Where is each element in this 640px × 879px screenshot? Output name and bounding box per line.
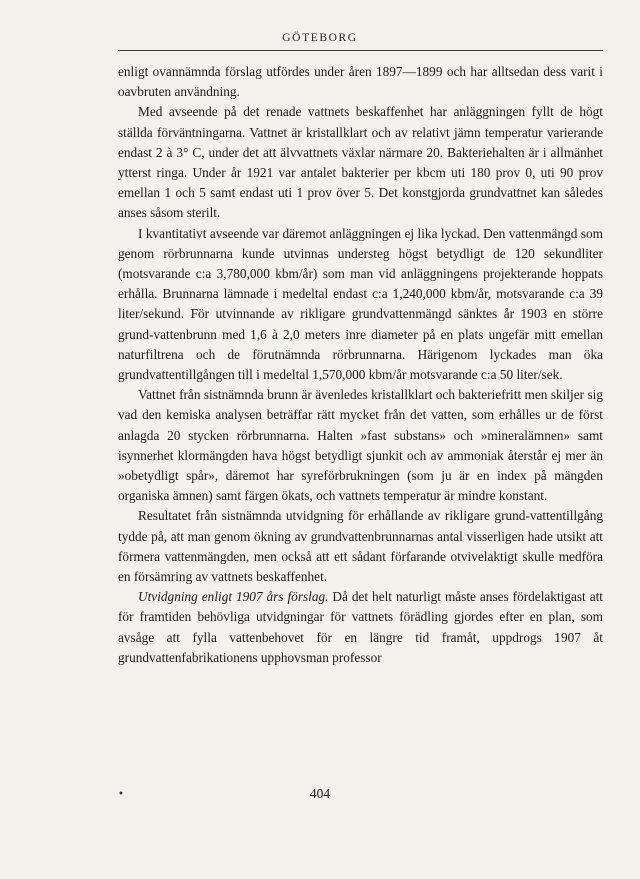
paragraph-6 (118, 587, 603, 668)
paragraph-6-text: Då det helt naturligt måste anses fördelaktigast att för framtiden behövliga utvidgningar för vattnets förädling gjordes efter en plan, som avsåge att fylla vattenbehovet för en längre tid framåt, uppdrogs 1907 åt grundvattenfabrikationens upphovsman professor (118, 589, 603, 665)
page-number: 404 (309, 786, 331, 801)
margin-mark: • (118, 789, 124, 800)
header-rule (118, 50, 603, 51)
paragraph-4: Vattnet från sistnämnda brunn är ävenledes kristallklart och bakteriefritt men skiljer sig vad den kemiska analysen beträffar rätt mycket från det vatten, som erhålles ur de först anlagda 20 stycken rörbrunnarna. Halten »fast substans» och »mineralämnen» samt isynnerhet klormängden hava högst betydligt sjunkit och av ammoniak återstår ej mer än »obetydligt spår», däremot har syreförbrukningen (som ju är en index på mängden organiska ämnen) samt färgen ökats, och vattnets temperatur är mindre konstant. (118, 387, 603, 504)
body-text (118, 62, 603, 668)
paragraph-5: Resultatet från sistnämnda utvidgning för erhållande av rikligare grund-vattentillgång tydde på, att man genom ökning av grundvattenbrunnarnas antal visserligen hade utsikt att förmera vattenmängden, men också att ett sådant förfarande otvivelaktigt skulle medföra en försämring av vattnets beskaffenhet. (118, 508, 603, 585)
paragraph-2: Med avseende på det renade vattnets beskaffenhet har anläggningen fyllt de högt ställda förväntningarna. Vattnet är kristallklart och av relativt jämn temperatur varierande endast 2 à 3° C, under det att älvvattnets växlar närmare 20. Bakteriehalten är i allmänhet ytterst ringa. Under år 1921 var antalet bakterier per kbcm uti 180 prov 0, uti 90 prov emellan 1 och 5 samt endast uti 1 prov över 5. Det konstgjorda grundvattnet kan således anses såsom sterilt. (118, 104, 603, 221)
paragraph-1: enligt ovannämnda förslag utfördes under åren 1897—1899 och har alltsedan dess varit i oavbruten användning. (118, 64, 603, 100)
paragraph-3: I kvantitativt avseende var däremot anläggningen ej lika lyckad. Den vattenmängd som genom rörbrunnarna kunde utvinnas understeg högst betydligt de 120 sekundliter (motsvarande c:a 3,780,000 kbm/år) som man vid anläggningens projekterande hoppats erhålla. Brunnarna lämnade i medeltal endast c:a 1,240,000 kbm/år, motsvarande c:a 39 liter/sekund. För utvinnande av rikligare grundvattenmängd sänktes år 1903 en större grund-vattenbrunn med 1,6 à 2,0 meters inre diameter på en plats ungefär mitt emellan naturfiltrena och de förutnämnda rörbrunnarna. Härigenom lyckades man öka grundvattentillgången till i medeltal 1,570,000 kbm/år motsvarande c:a 50 liter/sek. (118, 225, 603, 383)
running-head: GÖTEBORG (282, 32, 358, 44)
section-lead: Utvidgning enligt 1907 års förslag. (138, 589, 329, 605)
